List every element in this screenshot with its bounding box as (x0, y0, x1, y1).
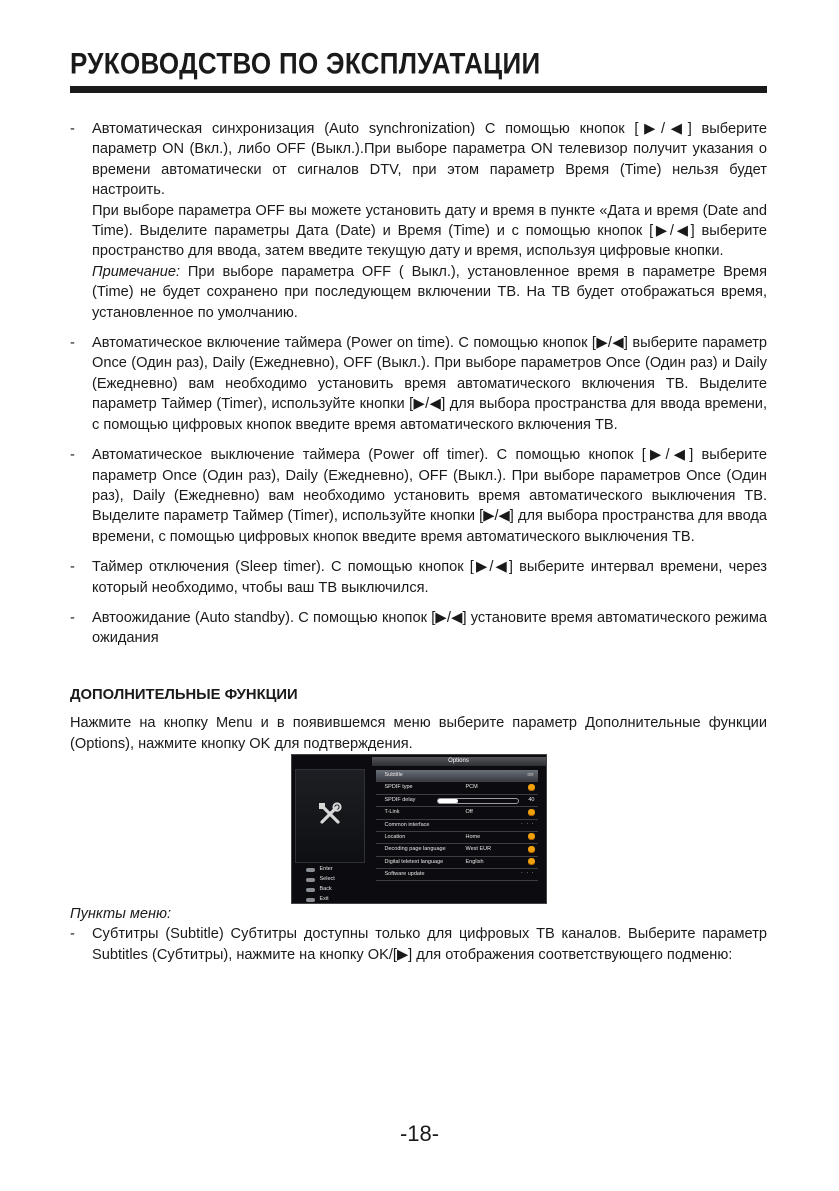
tv-menu-row-common-interface: Common interface · · · (376, 820, 538, 832)
tools-icon (316, 800, 344, 828)
list-dash: - (70, 609, 75, 626)
tv-menu-icon-panel (295, 769, 365, 863)
list-item-power-off (70, 445, 767, 547)
list-dash: - (70, 121, 75, 137)
subtitle-text: Субтитры (Subtitle) Субтитры доступны только для цифровых ТВ каналов. Выберите параметр Subtitles (Субтитры), нажмите на кнопку OK/[▶] для отображения соответствующего подменю: (92, 926, 767, 963)
remote-button-icon (306, 898, 315, 902)
list-item-auto-sync (70, 119, 767, 323)
note-label: Примечание: (92, 263, 181, 280)
menu-items-caption: Пункты меню: (70, 905, 172, 922)
legend-item: Exit (306, 895, 335, 904)
page-title: РУКОВОДСТВО ПО ЭКСПЛУАТАЦИИ (70, 46, 541, 81)
more-icon: · · · (520, 820, 535, 827)
slider-fill (438, 799, 458, 803)
sleep-timer-text: Таймер отключения (Sleep timer). С помощью кнопок [▶/◀] выберите интервал времени, через который необходимо, чтобы ваш ТВ выключился. (92, 559, 767, 596)
tv-menu-row-subtitle: Subtitle on (376, 770, 538, 782)
auto-standby-text: Автоожидание (Auto standby). С помощью кнопок [▶/◀] установите время автоматического режима ожидания (92, 609, 767, 647)
list-dash: - (70, 335, 75, 352)
tv-menu-row-location: Location Home (376, 832, 538, 844)
note-text: При выборе параметра OFF ( Выкл.), установленное время в параметре Время (Time) не будет сохранено при последующем включении ТВ. На ТВ будет отображаться время, установленное по умолчанию. (92, 263, 767, 321)
lock-icon (528, 846, 535, 853)
spdif-delay-slider (437, 798, 519, 804)
tv-menu-row-spdif-type: SPDIF type PCM (376, 782, 538, 794)
list-item-sleep-timer (70, 557, 767, 598)
tv-menu-row-software-update: Software update · · · (376, 869, 538, 881)
auto-sync-off-text: При выборе параметра OFF вы можете установить дату и время в пункте «Дата и время (Date and Time). Выделите параметры Дата (Date) и Время (Time) и с помощью кнопок [▶/◀] выберите пространство для ввода, затем введите текущую дату и время, используя цифровые кнопки. (92, 202, 767, 260)
power-on-text: Автоматическое включение таймера (Power on time). С помощью кнопок [▶/◀] выберите параметр Once (Один раз), Daily (Ежедневно), OFF (Выкл.). При выборе параметров Once (Один раз) и Daily (Ежедневно) вам необходимо установить время автоматического включения ТВ. Выделите параметр Таймер (Timer), используйте кнопки [▶/◀] для выбора пространства для ввода времени, с помощью цифровых кнопок введите время автоматического включения ТВ. (92, 335, 767, 433)
title-rule (70, 86, 767, 93)
list-item-power-on (70, 333, 767, 435)
auto-sync-text: Автоматическая синхронизация (Auto synchronization) С помощью кнопок [▶/◀] выберите параметр ON (Вкл.), либо OFF (Выкл.).При выборе параметра ON телевизор получит указания о времени автоматически от сигналов DTV, при этом параметр Время (Time) нельзя будет настроить. (92, 121, 767, 199)
tv-menu-row-teletext-language: Digital teletext language English (376, 857, 538, 869)
options-intro: Нажмите на кнопку Menu и в появившемся меню выберите параметр Дополнительные функции (Options), нажмите кнопку OK для подтверждения. (70, 715, 767, 752)
legend-item: Back (306, 885, 335, 895)
list-item-subtitle (70, 924, 767, 965)
tv-legend (306, 865, 335, 904)
more-icon: · · · (520, 870, 535, 877)
tv-menu-list (376, 770, 538, 882)
legend-item: Select (306, 875, 335, 885)
remote-button-icon (306, 868, 315, 872)
list-dash: - (70, 926, 75, 943)
legend-item: Enter (306, 865, 335, 875)
lock-icon (528, 784, 535, 791)
manual-content (70, 119, 767, 975)
lock-icon (528, 833, 535, 840)
list-dash: - (70, 447, 75, 464)
remote-button-icon (306, 878, 315, 882)
remote-button-icon (306, 888, 315, 892)
power-off-text: Автоматическое выключение таймера (Power off timer). С помощью кнопок [▶/◀] выберите параметр Once (Один раз), Daily (Ежедневно), OFF (Выкл.). При выборе параметров Once (Один раз), Daily (Ежедневно) вам необходимо установить время автоматического выключения ТВ. Выделите параметр Таймер (Timer), используйте кнопки [▶/◀] для выбора пространства для ввода времени, с помощью цифровых кнопок введите время автоматического выключения ТВ. (92, 447, 767, 545)
page-number: -18- (399, 1121, 440, 1146)
section-heading-options: ДОПОЛНИТЕЛЬНЫЕ ФУНКЦИИ (70, 686, 298, 703)
tv-menu-row-tlink: T-Link Off (376, 807, 538, 819)
auto-sync-note (92, 262, 767, 323)
lock-icon (528, 809, 535, 816)
list-dash: - (70, 559, 75, 576)
lock-icon (528, 858, 535, 865)
tv-menu-row-decoding-language: Decoding page language West EUR (376, 844, 538, 856)
tv-options-screenshot (291, 754, 547, 904)
tv-menu-row-spdif-delay: SPDIF delay 40 (376, 795, 538, 807)
list-item-auto-standby (70, 608, 767, 649)
tv-menu-title: Options (372, 757, 546, 766)
